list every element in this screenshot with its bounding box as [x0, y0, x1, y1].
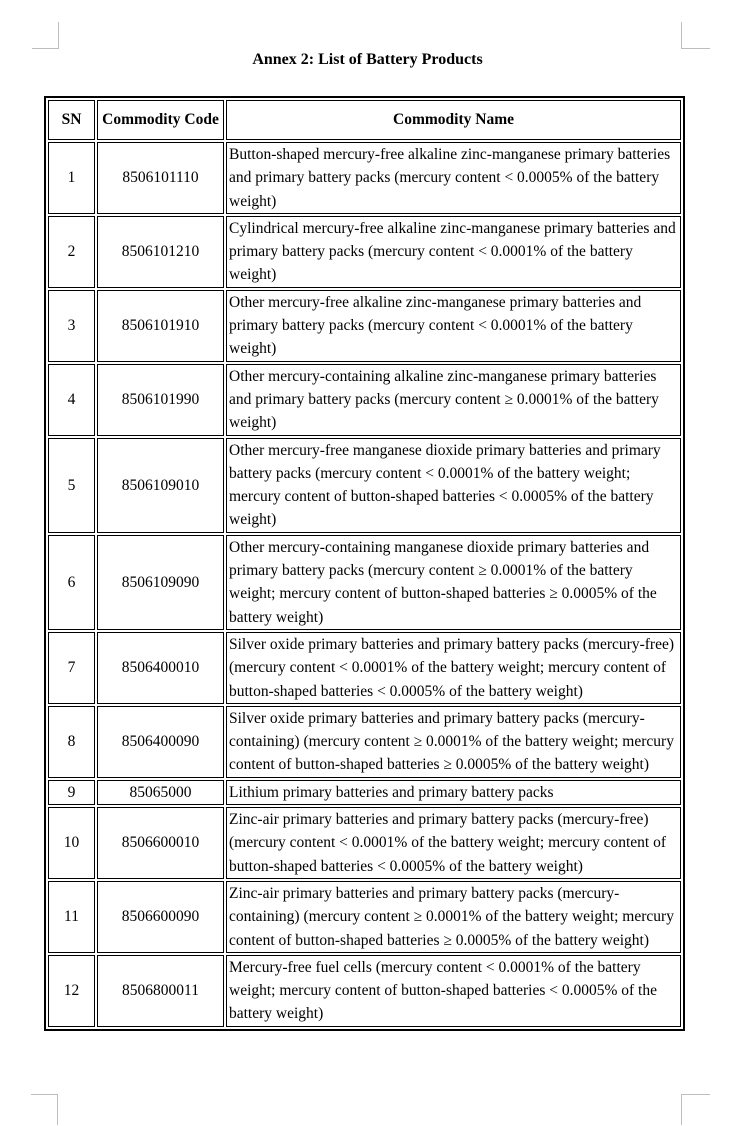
commodity-name-cell: Other mercury-free manganese dioxide primary batteries and primary battery packs (mercury content < 0.0001% of the battery weight; mercury content of button-shaped batteries < 0.0005% of the battery weight)	[226, 438, 681, 533]
commodity-code-cell: 8506109010	[97, 438, 224, 533]
commodity-code-cell: 8506600010	[97, 807, 224, 879]
crop-mark-bottom-left	[31, 1094, 58, 1125]
commodity-code-cell: 8506109090	[97, 535, 224, 630]
sn-cell: 2	[48, 216, 95, 288]
header-commodity-code: Commodity Code	[97, 100, 224, 140]
header-sn: SN	[48, 100, 95, 140]
commodity-name-cell: Other mercury-containing alkaline zinc-manganese primary batteries and primary battery packs (mercury content ≥ 0.0001% of the battery weight)	[226, 364, 681, 436]
sn-cell: 10	[48, 807, 95, 879]
sn-cell: 7	[48, 632, 95, 704]
table-row	[48, 438, 681, 533]
sn-cell: 11	[48, 881, 95, 953]
commodity-name-cell: Silver oxide primary batteries and primary battery packs (mercury-containing) (mercury content ≥ 0.0001% of the battery weight; mercury content of button-shaped batteries ≥ 0.0005% of the battery weight)	[226, 706, 681, 778]
commodity-name-cell: Silver oxide primary batteries and primary battery packs (mercury-free) (mercury content < 0.0001% of the battery weight; mercury content of button-shaped batteries < 0.0005% of the battery weight)	[226, 632, 681, 704]
table-row	[48, 881, 681, 953]
crop-mark-top-left	[32, 22, 59, 49]
table-body	[48, 142, 681, 1027]
commodity-name-cell: Zinc-air primary batteries and primary battery packs (mercury-free) (mercury content < 0.0001% of the battery weight; mercury content of button-shaped batteries < 0.0005% of the battery weight)	[226, 807, 681, 879]
table-row	[48, 142, 681, 214]
commodity-code-cell: 8506600090	[97, 881, 224, 953]
commodity-code-cell: 8506400090	[97, 706, 224, 778]
commodity-name-cell: Other mercury-free alkaline zinc-manganese primary batteries and primary battery packs (mercury content < 0.0001% of the battery weight)	[226, 290, 681, 362]
table-row	[48, 364, 681, 436]
table-row	[48, 535, 681, 630]
commodity-code-cell: 8506400010	[97, 632, 224, 704]
commodity-name-cell: Button-shaped mercury-free alkaline zinc-manganese primary batteries and primary battery packs (mercury content < 0.0005% of the battery weight)	[226, 142, 681, 214]
commodity-code-cell: 8506101110	[97, 142, 224, 214]
commodity-code-cell: 8506101210	[97, 216, 224, 288]
header-row	[48, 100, 681, 140]
commodity-name-cell: Mercury-free fuel cells (mercury content < 0.0001% of the battery weight; mercury content of button-shaped batteries < 0.0005% of the battery weight)	[226, 955, 681, 1027]
table-row	[48, 955, 681, 1027]
table-row	[48, 632, 681, 704]
sn-cell: 6	[48, 535, 95, 630]
sn-cell: 8	[48, 706, 95, 778]
table-row	[48, 216, 681, 288]
table-row	[48, 290, 681, 362]
commodity-name-cell: Zinc-air primary batteries and primary battery packs (mercury-containing) (mercury content ≥ 0.0001% of the battery weight; mercury content of button-shaped batteries ≥ 0.0005% of the battery weight)	[226, 881, 681, 953]
sn-cell: 9	[48, 780, 95, 805]
commodity-code-cell: 85065000	[97, 780, 224, 805]
crop-mark-top-right	[681, 22, 710, 49]
commodity-name-cell: Lithium primary batteries and primary battery packs	[226, 780, 681, 805]
header-commodity-name: Commodity Name	[226, 100, 681, 140]
sn-cell: 3	[48, 290, 95, 362]
table-row	[48, 706, 681, 778]
sn-cell: 1	[48, 142, 95, 214]
commodity-code-cell: 8506800011	[97, 955, 224, 1027]
table-row	[48, 807, 681, 879]
commodity-code-cell: 8506101990	[97, 364, 224, 436]
commodity-name-cell: Other mercury-containing manganese dioxide primary batteries and primary battery packs (mercury content ≥ 0.0001% of the battery weight; mercury content of button-shaped batteries ≥ 0.0005% of the battery weight)	[226, 535, 681, 630]
table-row	[48, 780, 681, 805]
crop-mark-bottom-right	[681, 1094, 710, 1125]
sn-cell: 5	[48, 438, 95, 533]
commodity-name-cell: Cylindrical mercury-free alkaline zinc-manganese primary batteries and primary battery packs (mercury content < 0.0001% of the battery weight)	[226, 216, 681, 288]
sn-cell: 4	[48, 364, 95, 436]
battery-products-table	[44, 96, 685, 1031]
page-title: Annex 2: List of Battery Products	[252, 51, 483, 68]
table-header	[48, 100, 681, 140]
commodity-code-cell: 8506101910	[97, 290, 224, 362]
sn-cell: 12	[48, 955, 95, 1027]
